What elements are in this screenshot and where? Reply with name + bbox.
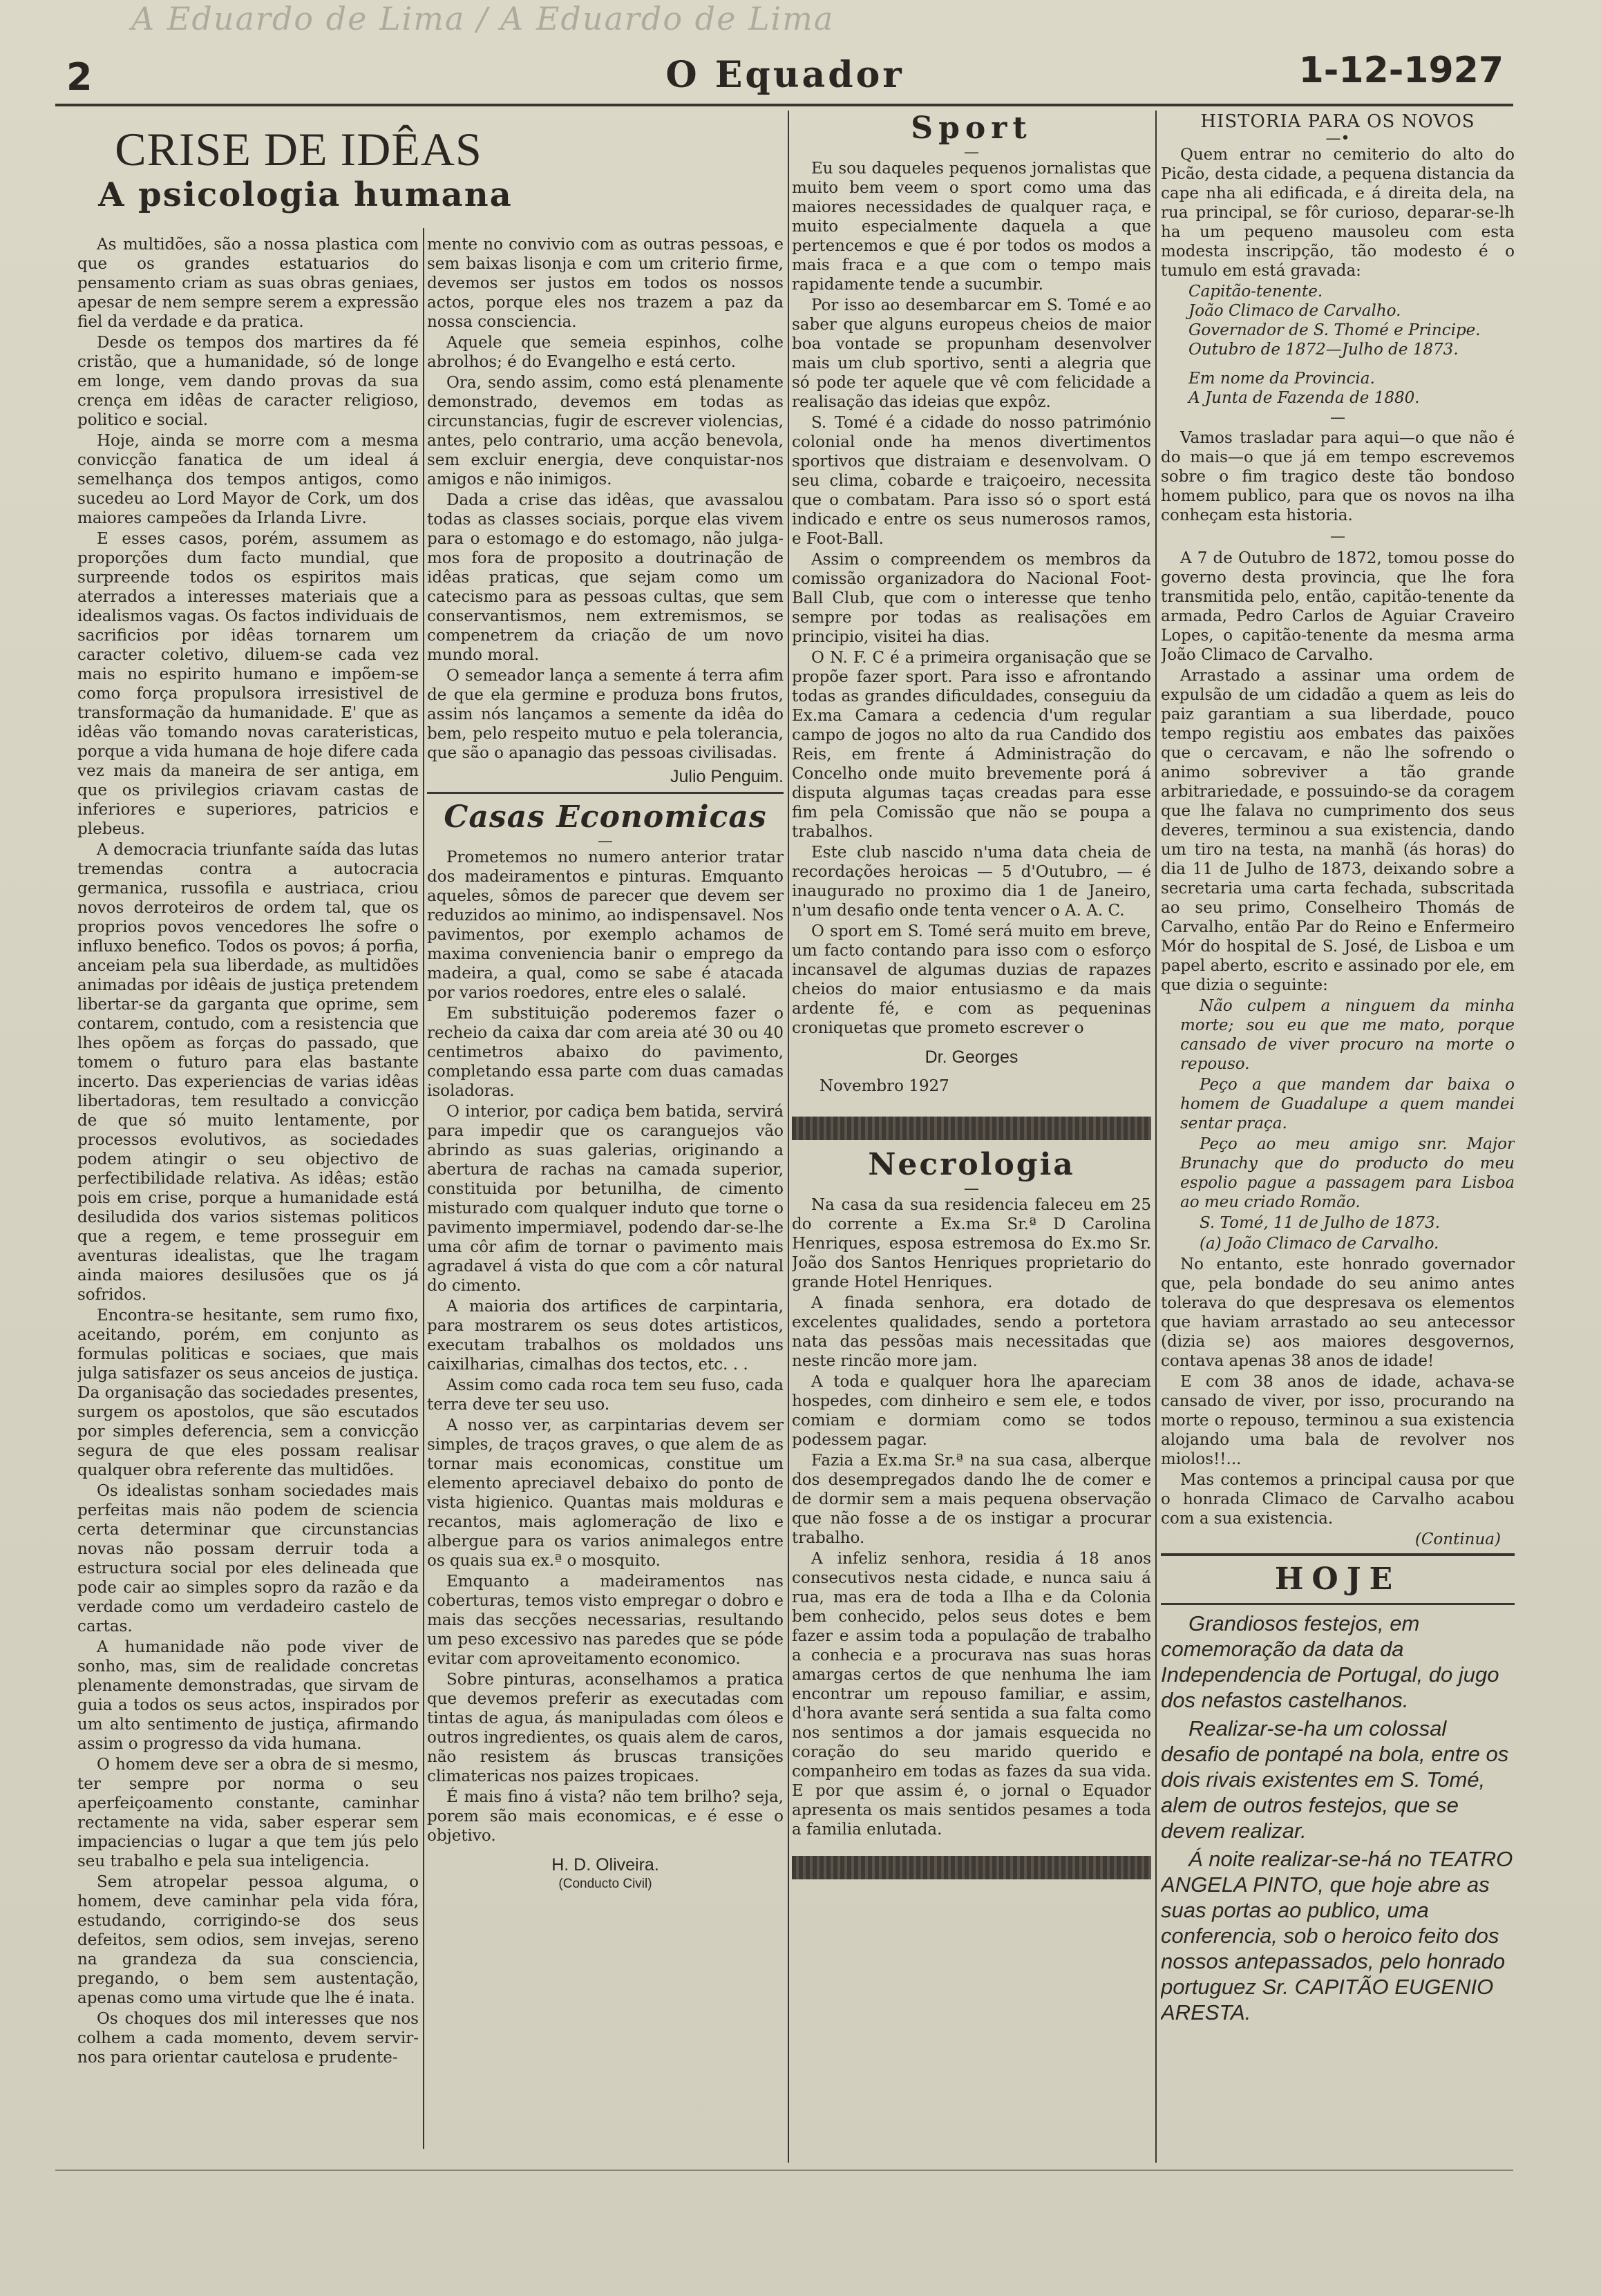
inscription-line: Outubro de 1872—Julho de 1873. [1188, 341, 1459, 359]
paragraph: A finada senhora, era dotado de excelentes qualidades, sendo a portetora nata das pessõas mais necessitadas que neste rincão more jam. [792, 1294, 1151, 1370]
section-title-historia: HISTORIA PARA OS NOVOS [1200, 111, 1475, 132]
letter-line: Não culpem a ninguem da minha morte; sou eu que me mato, porque cansado de viver procuro na morte o repouso. [1180, 997, 1515, 1073]
paragraph: A democracia triunfante saída das lutas tremendas contra a autocracia germanica, russofila e austriaca, criou novos derroteiros de ordem tal, que os proprios povos vencedores lhe sofre o influxo benefico. Todos os povos; á porfia, anceiam pela sua liberdade, as multidões animadas por idêais de justiça pretendem libertar-se da garganta que oprime, sem contarem, contudo, com a resistencia que lhes opõem as forças do passado, que tomem o futuro para elas bastante incerto. Das experiencias de varias idêas libertadoras, tem resultado a convicção de que só muito lentamente, por processos evolutivos, as sociedades podem atingir o seu objectivo de perfectibilidade relativa. As idêas; estão pois em crise, porque a humanidade está desiludida dos varios sistemas politicos que a regem, e teme prosseguir em aventuras idealistas, que lhe tragam ainda maiores desilusões que os já sofridos. [77, 841, 419, 1304]
issue-date: 1-12-1927 [1298, 50, 1504, 91]
pencil-annotation: A Eduardo de Lima / A Eduardo de Lima [131, 0, 835, 37]
section-title-hoje: HOJE [1274, 1562, 1401, 1597]
section-rule [427, 792, 784, 794]
paragraph: O interior, por cadiça bem batida, servirá para impedir que os caranguejos vão abrindo as suas galerias, originando a abertura de rachas na camada superior, constituida por betunilha, de cimento misturado com qualquer induto que torne o pavimento impermiavel, podendo dar-se-lhe uma côr afim de tornar o pavimento mais agradavel á vista do que com a côr natural do cimento. [427, 1103, 784, 1295]
paragraph: Dada a crise das idêas, que avassalou todas as classes sociais, porque elas vivem para o estomago e do estomago, não julga-mos fora de proposito a doutrinação de idêas praticas, que sejam como um catecismo para as pessoas cultas, que sem conservantismos, nem extremismos, se compenetrem da criação de um novo mundo moral. [427, 491, 784, 664]
paragraph: Fazia a Ex.ma Sr.ª na sua casa, alberque dos desempregados dando lhe de comer e de dormir sem a mais pequena observação que não fosse a de os instigar a procurar trabalho. [792, 1452, 1151, 1547]
inscription-line: João Climaco de Carvalho. [1188, 302, 1401, 320]
paragraph: O N. F. C é a primeira organisação que se propõe fazer sport. Para isso e afrontando todas as grandes dificuldades, conseguiu da Ex.ma Camara a cedencia d'um regular campo de jogos no alto da rua Candido dos Reis, em frente á Administração do Concelho onde muito brevemente porá á disputa algumas taças creadas para esse fim pela Comissão que não se poupa a trabalhos. [792, 649, 1151, 841]
paragraph: S. Tomé é a cidade do nosso património colonial onde ha menos divertimentos sportivos que distraiam e desenvolvam. O seu clima, cobarde e traiçoeiro, necessita que o combatam. Para isso só o sport está indicado e entre os seus numerosos ramos, e Foot-Ball. [792, 414, 1151, 548]
paragraph: Ora, sendo assim, como está plenamente demonstrado, devemos em todas as circunstancias, fugir de escrever violencias, antes, pelo contrario, uma acção benevola, sem excluir energia, deve conquistar-nos amigos e não inimigos. [427, 374, 784, 488]
inscription [1161, 282, 1515, 408]
paragraph: mente no convivio com as outras pessoas, e sem baixas lisonja e com um criterio firme, devemos ser justos em todos os nossos actos, porque eles nos trazem a paz da nossa consciencia. [427, 236, 784, 331]
decorative-bar [792, 1856, 1151, 1879]
quoted-letter [1161, 996, 1515, 1253]
dateline: Novembro 1927 [820, 1077, 949, 1095]
paragraph: Realizar-se-ha um colossal desafio de pontapé na bola, entre os dois rivais existentes em S. Tomé, alem de outros festejos, que se devem realizar. [1161, 1716, 1509, 1843]
letter-line: Peço ao meu amigo snr. Major Brunachy que do producto do meu espolio pague a passagem para Lisboa ao meu criado Romão. [1180, 1135, 1515, 1211]
section-title-sport: Sport [911, 111, 1032, 146]
paragraph: Sobre pinturas, aconselhamos a pratica que devemos preferir as executadas com tintas de agua, ás manipuladas com óleos e outros ingredientes, os quais alem de caros, não resistem ás bruscas transições climatericas nos paizes tropicaes. [427, 1671, 784, 1785]
column-divider [788, 111, 789, 2163]
section-title-casas: Casas Economicas [444, 799, 767, 835]
paragraph: Aquele que semeia espinhos, colhe abrolhos; é do Evangelho e está certo. [427, 334, 784, 371]
letter-line: Peço a que mandem dar baixa o homem de Guadalupe a quem mandei sentar praça. [1180, 1076, 1515, 1132]
paragraph: Á noite realizar-se-há no TEATRO ANGELA PINTO, que hoje abre as suas portas ao publico, uma conferencia, sob o heroico feito dos nossos antepassados, pelo honrado portuguez Sr. CAPITÃO EUGENIO ARESTA. [1161, 1847, 1513, 2024]
paragraph: O sport em S. Tomé será muito em breve, um facto contando para isso com o esforço incansavel de algumas duzias de rapazes cheios do maior entusiasmo e da mais ardente fé, e com as pequeninas croniquetas que prometo escrever o [792, 922, 1151, 1037]
masthead [66, 50, 1504, 99]
masthead-rule [55, 104, 1513, 106]
paragraph: Encontra-se hesitante, sem rumo fixo, aceitando, porém, em conjunto as formulas politicas e sociaes, que mais julga satisfazer os seus anceios de justiça. Da organisação das sociedades presentes, surgem os apostolos, que são escutados por simples deferencia, sem a convicção segura de que eles possam realisar qualquer obra referente das multidões. [77, 1307, 419, 1479]
paragraph: O homem deve ser a obra de si mesmo, ter sempre por norma o seu aperfeiçoamento constante, caminhar rectamente na vida, saber esperar sem impaciencias o lugar a que tem jús pelo seu trabalho e pela sua inteligencia. [77, 1756, 419, 1870]
inscription-line: Governador de S. Thomé e Principe. [1188, 321, 1481, 339]
section-rule [1161, 1603, 1515, 1605]
title-dash: —• [1325, 130, 1350, 147]
paragraph: Eu sou daqueles pequenos jornalistas que muito bem veem o sport como uma das maiores necessidades de qualquer raça, e muito especialmente daquela a que pertencemos e que é por todos os modos a mais fraca e a que com o tempo mais rapidamente tende a sucumbir. [792, 160, 1151, 294]
paragraph: As multidões, são a nossa plastica com que os grandes estatuarios do pensamento criam as suas obras geniaes, apesar de nem sempre serem a expressão fiel da verdade e da pratica. [77, 236, 419, 331]
paragraph: O semeador lança a semente á terra afim de que ela germine e produza bons frutos, assim nós lançamos a semente da idêa do bem, pelo respeito mutuo e pela tolerancia, que são o apanagio das pessoas civilisadas. [427, 667, 784, 762]
paragraph: Vamos trasladar para aqui—o que não é do mais—o que já em tempo escrevemos sobre o fim tragico deste tão bondoso homem publico, para que os novos na ilha conheçam esta historia. [1161, 429, 1515, 524]
paragraph: A humanidade não pode viver de sonho, mas, sim de realidade concretas plenamente demonstradas, que sirvam de guia a todos os seus actos, inspirados por um alto sentimento de justiça, afirmando assim o progresso da vida humana. [77, 1638, 419, 1753]
paragraph: Desde os tempos dos martires da fé cristão, que a humanidade, só de longe em longe, vem dando provas da sua crença em idêas de caracter religioso, politico e social. [77, 334, 419, 429]
article-column-2 [427, 235, 784, 2170]
paragraph: Os idealistas sonham sociedades mais perfeitas mais não podem de sciencia certa determinar que circunstancias novas não possam derruir toda a estructura social por eles delineada que pode cair ao simples sopro da razão e da verdade como um verdadeiro castelo de cartas. [77, 1482, 419, 1635]
author-title: (Conducto Civil) [558, 1877, 652, 1891]
paragraph: A maioria dos artifices de carpintaria, para mostrarem os seus dotes artisticos, executam trabalhos os moldados uns caixilharias, cimalhas dos tectos, etc. . . [427, 1298, 784, 1374]
article-column-4 [1161, 111, 1515, 2156]
title-dash: — [598, 833, 613, 850]
author-signature: Dr. Georges [925, 1047, 1019, 1067]
paragraph: Prometemos no numero anterior tratar dos madeiramentos e pinturas. Emquanto aqueles, sômos de parecer que devem ser reduzidos ao minimo, ao indispensavel. Nos pavimentos, por exemplo achamos de maxima conveniencia banir o emprego da madeira, a qual, como se sabe é atacada por varios roedores, entre eles o salalé. [427, 848, 784, 1002]
inscription-line: Em nome da Provincia. [1188, 370, 1375, 388]
article-column-3 [792, 111, 1151, 2156]
paragraph: E com 38 anos de idade, achava-se cansado de viver, por isso, procurando na morte o repouso, terminou a sua existencia alojando uma bala de revolver nos miolos!!... [1161, 1373, 1515, 1468]
subheadline: A psicologia humana [98, 175, 513, 214]
section-rule [1161, 1553, 1515, 1556]
paragraph: Os choques dos mil interesses que nos colhem a cada momento, devem servir-nos para orientar cautelosa e prudente- [77, 2010, 419, 2067]
paragraph: Assim como cada roca tem seu fuso, cada terra deve ter seu uso. [427, 1376, 784, 1414]
paragraph: Arrastado a assinar uma ordem de expulsão de um cidadão a quem as leis do paiz garantiam a sua liberdade, pouco tempo registiu aos embates das paixões que o cercavam, e não lhe sofrendo o animo sobreviver a tão grande arbitrariedade, e possuindo-se da coragem que lhe falava no cumprimento dos seus deveres, terminou a sua existencia, dando um tiro na testa, na manhã (ás horas) do dia 11 de Julho de 1873, deixando sobre a secretaria uma carta fechada, subscritada ao seu primo, Conselheiro Thomás de Carvalho, então Par do Reino e Enfermeiro Mór do hospital de S. José, de Lisboa e um papel aberto, escrito e assinado por ele, em que dizia o seguinte: [1161, 667, 1515, 994]
headline: CRISE DE IDÊAS [115, 123, 482, 175]
title-dash: — [1330, 528, 1345, 545]
letter-line: (a) João Climaco de Carvalho. [1200, 1235, 1439, 1253]
paragraph: Emquanto a madeiramentos nas coberturas, temos visto empregar o dobro e mais das secções necessarias, resultando um peso excessivo nas paredes que se póde evitar com aproveitamento economico. [427, 1573, 784, 1668]
paragraph: E esses casos, porém, assumem as proporções dum facto mundial, que surpreende todos os espiritos mais aterrados a interesses materiais que a idealismos vagas. Os factos individuais de sacrificios por idêas tornarem um caracter coletivo, diluem-se cada vez mais no espirito humano e impõem-se como força propulsora irresistivel de transformação da humanidade. E' que as idêas vão tomando novas carateristicas, porque a vida humana de hoje difere cada vez mais da maneira de ser antiga, em que os privilegios criavam castas de inferiores e superiores, patricios e plebeus. [77, 530, 419, 838]
paragraph: No entanto, este honrado governador que, pela bondade do seu animo antes tolerava do que despresava os elementos que haviam arrastado ao seu antecessor (dizia se) aos maiores desgovernos, contava apenas 38 anos de idade! [1161, 1255, 1515, 1370]
paragraph: A 7 de Outubro de 1872, tomou posse do governo desta provincia, que lhe fora transmitida pelo, então, capitão-tenente da armada, Pedro Carlos de Aguiar Craveiro Lopes, o capitão-tenente da mesma arma João Climaco de Carvalho. [1161, 549, 1515, 664]
headline-block [77, 123, 768, 234]
page-number: 2 [66, 55, 93, 99]
paragraph: Hoje, ainda se morre com a mesma convicção fanatica de um ideal á semelhança dos tempos antigos, como sucedeu ao Lord Mayor de Cork, um dos maiores campeões da Irlanda Livre. [77, 432, 419, 527]
paragraph: A infeliz senhora, residia á 18 anos consecutivos nesta cidade, e nunca saiu á rua, mas era de toda a Ilha e da Colonia bem conhecido, pelos seus dotes e bem fazer e assim toda a população de trabalho a conhecia e a procurava nas suas horas amargas certos de que nenhuma lhe iam encontrar um repouso familiar, e assim, d'hora avante será sentida a sua falta como nos sentimos a dor jamais esquecida no coração do seu marido querido e companheiro em todas as fazes da sua vida. E por que assim é, o jornal o Equador apresenta os mais sentidos pesames a toda a familia enlutada. [792, 1550, 1151, 1839]
paragraph: Em substituição poderemos fazer o recheio da caixa dar com areia até 30 ou 40 centimetros abaixo do pavimento, completando essa parte com duas camadas isoladoras. [427, 1005, 784, 1100]
page-bottom-rule [55, 2170, 1513, 2171]
author-signature: H. D. Oliveira. [551, 1855, 659, 1875]
paragraph: É mais fino á vista? não tem brilho? seja, porem são mais economicas, e é esse o objetivo. [427, 1788, 784, 1845]
title-dash: — [1330, 409, 1345, 426]
paragraph: Quem entrar no cemiterio do alto do Picão, desta cidade, a pequena distancia da cape nha ali edificada, e á direita dela, na rua principal, se fôr curioso, deparar-se-lh ha um pequeno mausoleu com esta modesta inscripção, tão modesto é o tumulo em está gravada: [1161, 146, 1515, 280]
author-signature: Julio Penguim. [670, 767, 784, 786]
column-divider [1155, 111, 1157, 2163]
paragraph: Por isso ao desembarcar em S. Tomé e ao saber que alguns europeus cheios de maior boa vontade se propunham desenvolver mais um club sportivo, senti a alegria que só pode ter aquele que vê com felicidade a realisação das ideias que expôz. [792, 296, 1151, 411]
paragraph: Sem atropelar pessoa alguma, o homem, deve caminhar pela vida fóra, estudando, corrigindo-se dos seus defeitos, sem odios, sem invejas, sereno na grandeza da sua consciencia, pregando, o bem sem austentação, apenas como uma virtude que lhe é inata. [77, 1873, 419, 2007]
title-dash: — [964, 1180, 979, 1197]
letter-line: S. Tomé, 11 de Julho de 1873. [1200, 1214, 1441, 1232]
hoje-announcement [1161, 1611, 1515, 2025]
paragraph: Este club nascido n'uma data cheia de recordações heroicas — 5 d'Outubro, — é inaugurado no proximo dia 1 de Janeiro, n'um desafio onde tenta vencer o A. A. C. [792, 844, 1151, 920]
continued-note: (Continua) [1414, 1530, 1501, 1548]
column-divider [423, 228, 424, 2149]
paragraph: A nosso ver, as carpintarias devem ser simples, de traços graves, o que alem de as tornar mais economicas, constitue um elemento apreciavel debaixo do ponto de vista higienico. Quantas mais molduras e recantos, mais aglomeração de lixo e albergue para os varios animalegos entre os quais sua ex.ª o mosquito. [427, 1416, 784, 1570]
paragraph: Grandiosos festejos, em comemoração da data da Independencia de Portugal, do jugo dos nefastos castelhanos. [1161, 1611, 1499, 1712]
paragraph: Mas contemos a principal causa por que o honrada Climaco de Carvalho acabou com a sua existencia. [1161, 1471, 1515, 1528]
paragraph: Na casa da sua residencia faleceu em 25 do corrente a Ex.ma Sr.ª D Carolina Henriques, esposa estremosa do Ex.mo Sr. João dos Santos Henriques proprietario do grande Hotel Henriques. [792, 1196, 1151, 1291]
paragraph: A toda e qualquer hora lhe apareciam hospedes, com dinheiro e sem ele, e todos comiam e dormiam como se todos podessem pagar. [792, 1373, 1151, 1449]
inscription-line: A Junta de Fazenda de 1880. [1188, 389, 1420, 407]
article-column-1 [77, 235, 419, 2170]
decorative-bar [792, 1117, 1151, 1140]
inscription-line: Capitão-tenente. [1188, 283, 1323, 301]
section-title-necrologia: Necrologia [868, 1147, 1075, 1182]
paragraph: Assim o compreendem os membros da comissão organizadora do Nacional Foot-Ball Club, que com o interesse que tenho sempre por todas as realisações em principio, visitei ha dias. [792, 551, 1151, 646]
title-dash: — [964, 144, 979, 161]
newspaper-title: O Equador [665, 54, 904, 96]
